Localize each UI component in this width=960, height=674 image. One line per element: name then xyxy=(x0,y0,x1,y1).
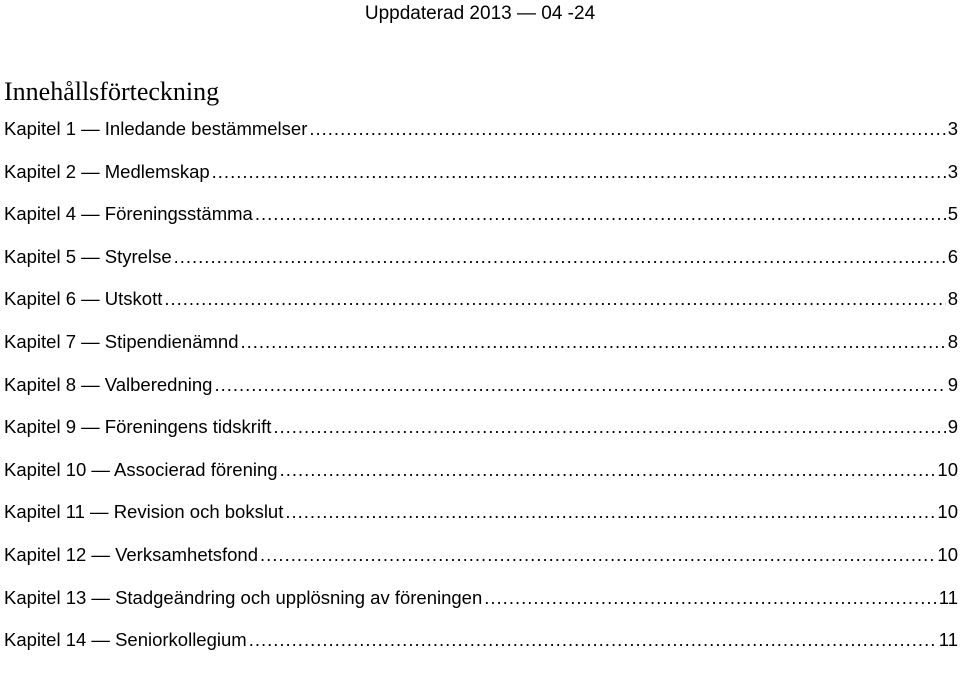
toc-dot-leader xyxy=(164,290,945,308)
toc-entry[interactable] xyxy=(4,245,958,291)
toc-entry-label: Kapitel 10 — Associerad förening xyxy=(4,458,278,480)
toc-entry-page: 8 xyxy=(947,330,958,352)
toc-dot-leader xyxy=(273,418,945,436)
toc-dot-leader xyxy=(214,376,945,394)
toc-entry-page: 3 xyxy=(947,160,958,182)
toc-entry[interactable] xyxy=(4,290,958,333)
toc-entry-label: Kapitel 4 — Föreningsstämma xyxy=(4,203,253,225)
toc-entry-label: Kapitel 1 — Inledande bestämmelser xyxy=(4,118,308,139)
toc-entry[interactable] xyxy=(4,631,958,674)
toc-entry-label: Kapitel 5 — Styrelse xyxy=(4,245,172,267)
toc-entry-label: Kapitel 13 — Stadgeändring och upplösning av föreningen xyxy=(4,586,483,608)
toc-dot-leader xyxy=(174,248,946,266)
toc-entry[interactable] xyxy=(4,120,958,163)
toc-entry[interactable] xyxy=(4,503,958,546)
toc-dot-leader xyxy=(255,205,946,223)
toc-title: Innehållsförteckning xyxy=(4,77,220,106)
toc-entry-page: 10 xyxy=(937,501,958,523)
toc-dot-leader xyxy=(280,461,936,479)
toc-entry-page: 10 xyxy=(937,458,958,480)
toc-entry-label: Kapitel 7 — Stipendienämnd xyxy=(4,330,239,352)
toc-dot-leader xyxy=(212,163,946,181)
toc-dot-leader xyxy=(285,503,935,521)
toc-entry-label: Kapitel 12 — Verksamhetsfond xyxy=(4,543,259,565)
toc-entry[interactable] xyxy=(4,543,958,589)
toc-entry-label: Kapitel 11 — Revision och bokslut xyxy=(4,501,284,523)
toc-entry-label: Kapitel 6 — Utskott xyxy=(4,288,163,310)
page-header-updated-date: Uppdaterad 2013 — 04 -24 xyxy=(364,3,596,24)
toc-entry[interactable] xyxy=(4,330,958,376)
toc-dot-leader xyxy=(249,631,937,649)
toc-entry-label: Kapitel 8 — Valberedning xyxy=(4,373,213,395)
toc-entry[interactable] xyxy=(4,205,958,248)
toc-entry-page: 11 xyxy=(938,586,958,608)
toc-entry-page: 9 xyxy=(947,416,958,438)
toc-dot-leader xyxy=(240,333,945,351)
toc-entry-page: 5 xyxy=(947,203,958,225)
toc-dot-leader xyxy=(260,546,935,564)
toc-entry-page: 6 xyxy=(947,245,958,267)
toc-dot-leader xyxy=(309,120,945,138)
toc-entry-page: 9 xyxy=(947,373,958,395)
toc-entry-page: 8 xyxy=(947,288,958,310)
toc-entry[interactable] xyxy=(4,586,958,632)
toc-entry-label: Kapitel 14 — Seniorkollegium xyxy=(4,629,247,651)
toc-entry[interactable] xyxy=(4,373,958,419)
toc-list xyxy=(4,120,958,674)
toc-entry[interactable] xyxy=(4,160,958,206)
toc-entry-page: 3 xyxy=(947,118,958,139)
toc-entry-page: 10 xyxy=(937,543,958,565)
toc-entry[interactable] xyxy=(4,458,958,504)
toc-entry-page: 11 xyxy=(938,629,958,651)
toc-entry-label: Kapitel 9 — Föreningens tidskrift xyxy=(4,416,272,438)
toc-entry-label: Kapitel 2 — Medlemskap xyxy=(4,160,210,182)
toc-entry[interactable] xyxy=(4,418,958,461)
toc-dot-leader xyxy=(484,589,937,607)
